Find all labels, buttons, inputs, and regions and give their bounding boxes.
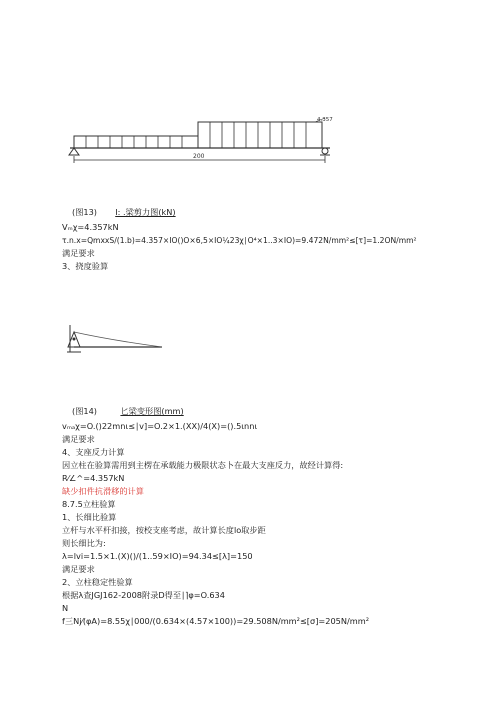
section-heading: 8.7.5立柱验算	[62, 499, 116, 509]
deflection-diagram	[67, 325, 162, 352]
text-line: λ=lvi=1.5×1.(X)()/(1..59×IO)=94.34≤[λ]=150	[62, 551, 253, 561]
text-line: 根据λ查JGJ162-2008附录D得至∣⌉φ=O.634	[62, 590, 225, 600]
text-line: 满足要求	[62, 434, 95, 444]
section-heading: 4、支座反力计算	[62, 447, 125, 457]
text-line: 满足要求	[62, 564, 95, 574]
text-line: Vₘχ=4.357kN	[62, 222, 119, 232]
text-line: 则长细比为:	[62, 538, 106, 548]
section-heading: 2、立柱稳定性验算	[62, 577, 133, 587]
text-line: R⁄∠^=4.357kN	[62, 473, 125, 483]
text-line: vₘₐχ=O.()22mnι≤∣v]=O.2×1.(XX)/4(X)=().5ιnnι	[62, 421, 258, 431]
section-heading: 1、长细比验算	[62, 512, 117, 522]
text-line: 满足要求	[62, 248, 95, 258]
text-line: N	[62, 603, 69, 613]
figure13-caption-title: I: .梁剪力图(kN)	[115, 207, 176, 217]
warning-note: 缺少扣件抗滑移的计算	[62, 486, 144, 496]
load-label: 4.357	[317, 117, 333, 123]
section-heading: 3、挠度验算	[62, 261, 109, 271]
text-line: τ.n.x=QmxxS/(1.b)=4.357×IO()O×6,5×IO¼23χ∣O⁴×1..3×IO)=9.472N/mm²≤[τ]=1.2ON/mm²	[62, 236, 417, 245]
figure14-caption	[72, 406, 184, 417]
dim-label: 200	[193, 153, 205, 160]
text-line: f三Nj⁄(φA)=8.55χ∣000/(0.634×(4.57×100))=29.508N/mm²≤[σ]=205N/mm²	[62, 616, 369, 626]
text-line: 因立柱在验算需用到主楞在承载能力极限状态卜在最大支座反力，故经计算得:	[62, 460, 344, 470]
figure13-caption-num: (图13)	[72, 207, 97, 217]
figure13-caption	[72, 207, 176, 218]
figure14-caption-num: (图14)	[72, 406, 97, 416]
text-line: 立杆与水平杆扣接，按校支座考虑，故计算长度lo取步距	[62, 525, 266, 535]
figure14-caption-title: 匕梁变形图(mm)	[120, 406, 184, 416]
